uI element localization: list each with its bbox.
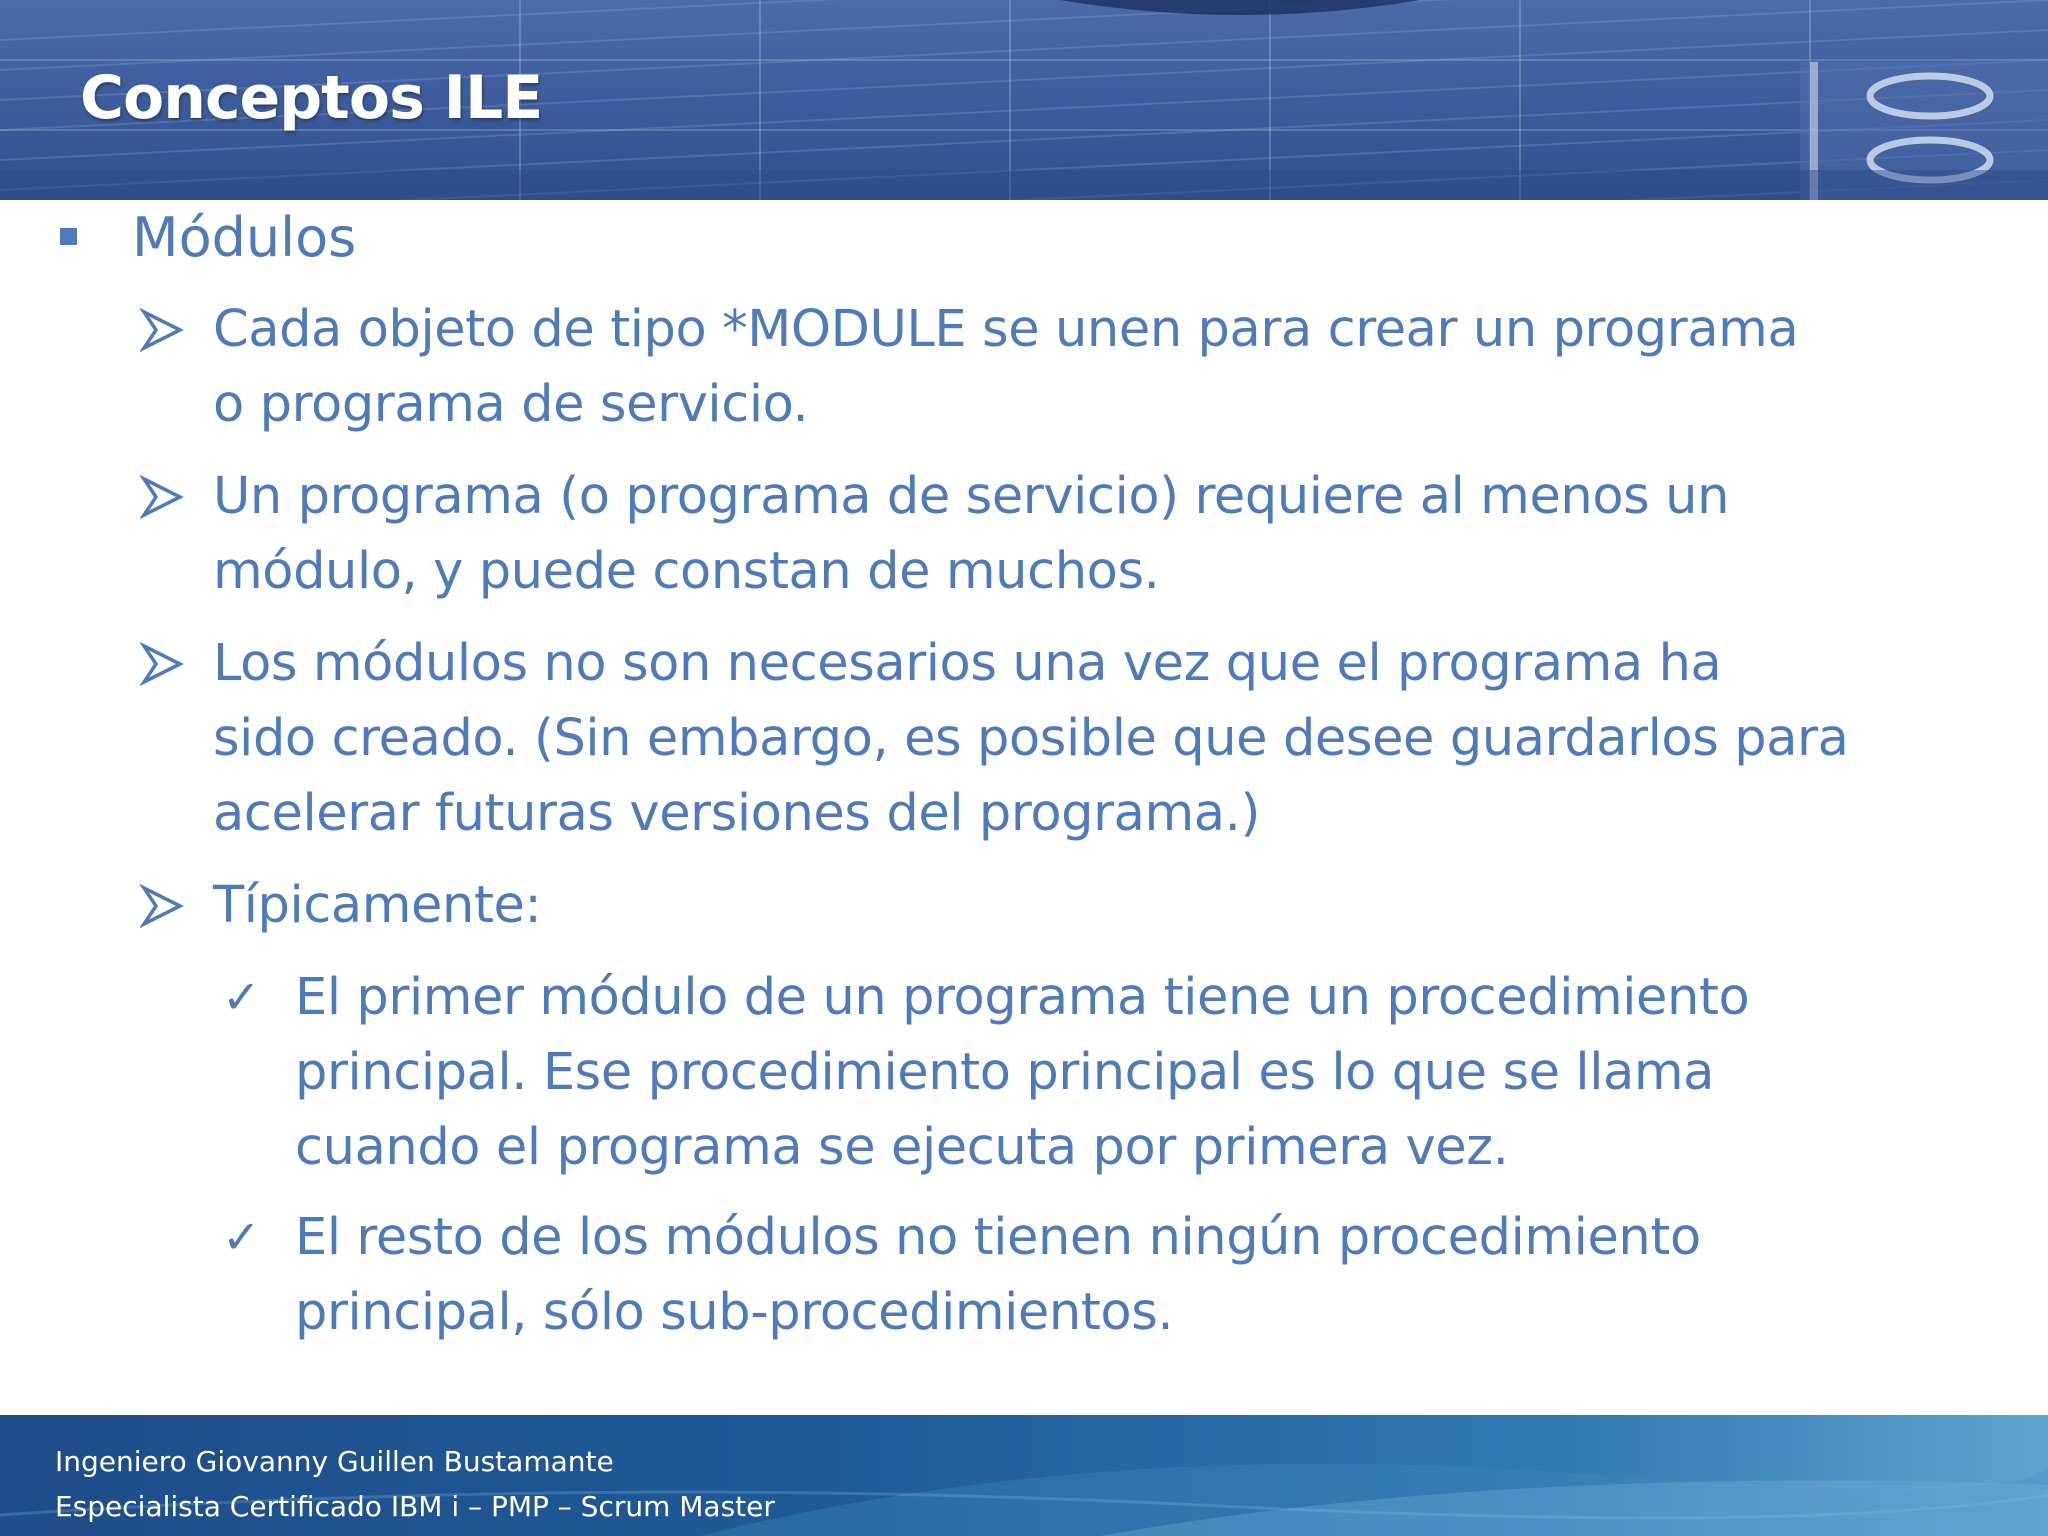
- header-banner: [0, 0, 2048, 200]
- slide-title: Conceptos ILE: [80, 63, 543, 133]
- list-item-line: Un programa (o programa de servicio) requiere al menos un: [213, 467, 1729, 526]
- arrow-bullet-icon: [140, 884, 184, 928]
- list-item-line: Cada objeto de tipo *MODULE se unen para crear un programa: [213, 300, 1799, 359]
- list-item-line: módulo, y puede constan de muchos.: [213, 542, 1160, 601]
- footer-author: Ingeniero Giovanny Guillen Bustamante: [55, 1445, 614, 1478]
- sub-list-item-line: cuando el programa se ejecuta por primera vez.: [295, 1118, 1509, 1177]
- section-heading: Módulos: [132, 206, 357, 269]
- list-item-line: o programa de servicio.: [213, 375, 809, 434]
- footer-credentials: Especialista Certificado IBM i – PMP – Scrum Master: [55, 1490, 775, 1523]
- list-item-line: acelerar futuras versiones del programa.): [213, 784, 1260, 843]
- footer-banner: [0, 1415, 2048, 1536]
- check-bullet-icon: ✓: [222, 970, 261, 1024]
- arrow-bullet-icon: [140, 642, 184, 686]
- arrow-bullet-icon: [140, 475, 184, 519]
- sub-list-item-line: principal. Ese procedimiento principal es lo que se llama: [295, 1043, 1714, 1102]
- list-item-line: Los módulos no son necesarios una vez que el programa ha: [213, 634, 1722, 693]
- arrow-bullet-icon: [140, 308, 184, 352]
- list-item-line: sido creado. (Sin embargo, es posible que desee guardarlos para: [213, 709, 1849, 768]
- sub-list-item-line: El resto de los módulos no tienen ningún procedimiento: [295, 1208, 1701, 1267]
- slide-content: [0, 200, 2048, 1415]
- sub-list-item-line: El primer módulo de un programa tiene un procedimiento: [295, 968, 1750, 1027]
- list-item-line: Típicamente:: [213, 876, 542, 935]
- sub-list-item-line: principal, sólo sub-procedimientos.: [295, 1283, 1174, 1342]
- check-bullet-icon: ✓: [222, 1210, 261, 1264]
- square-bullet-icon: [60, 228, 77, 245]
